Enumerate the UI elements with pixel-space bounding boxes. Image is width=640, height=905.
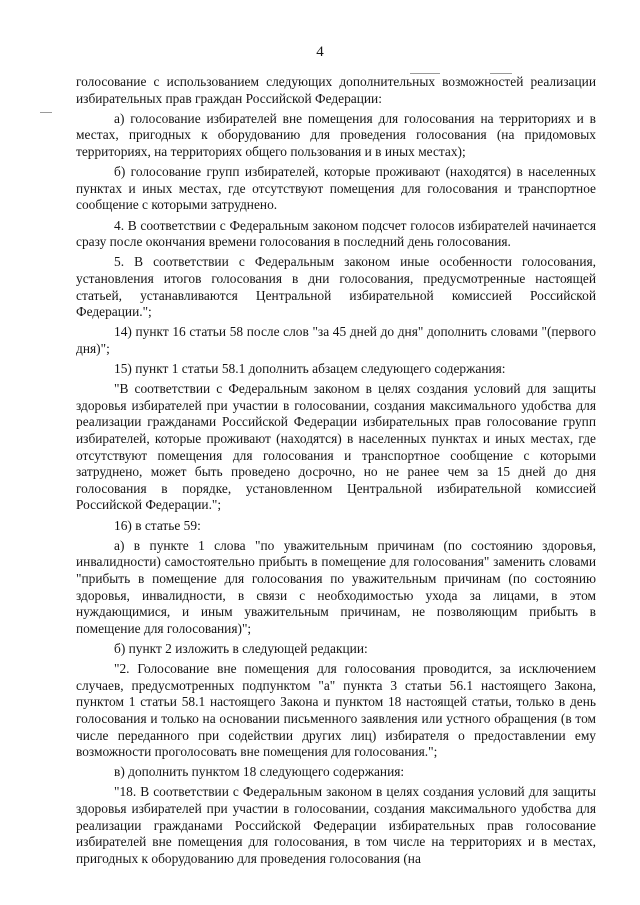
paragraph-16-item-v: в) дополнить пунктом 18 следующего содержания: (114, 764, 405, 780)
document-body (76, 74, 596, 871)
paragraph-point-4: 4. В соответствии с Федеральным законом подсчет голосов избирателей начинается сразу после окончания времени голосования в последний день голосования. (76, 217, 596, 250)
paragraph-amendment-16: 16) в статье 59: (114, 517, 201, 533)
paragraph-item-b: б) голосование групп избирателей, которые проживают (находятся) в населенных пунктах и иных местах, где отсутствуют помещения для голосования и транспортное сообщение с которыми затруднено. (76, 164, 596, 213)
paragraph-continuation: голосование с использованием следующих дополнительных возможностей реализации избирательных прав граждан Российской Федерации: (76, 74, 596, 106)
paragraph-quoted-point-2: "2. Голосование вне помещения для голосования проводится, за исключением случаев, предусмотренных подпунктом "а" пункта 3 статьи 56.1 настоящего Закона, пунктом 1 статьи 58.1 настоящего Закона и пунктом 18 настоящей статьи, только в день голосования и только на основании письменного заявления или устного обращения (в том числе переданного при содействии других лиц) избирателя о предоставлении ему возможности проголосовать вне помещения для голосования."; (76, 661, 596, 760)
paragraph-point-5: 5. В соответствии с Федеральным законом иные особенности голосования, установления итогов голосования в дни голосования, предусмотренные настоящей статьей, устанавливаются Центральной избирательной комиссией Российской Федерации."; (76, 254, 596, 320)
paragraph-amendment-14: 14) пункт 16 статьи 58 после слов "за 45 дней до дня" дополнить словами "(первого дня)"; (76, 324, 596, 356)
paragraph-quoted-point-18: "18. В соответствии с Федеральным законом в целях создания условий для защиты здоровья избирателей при участии в голосовании, создания максимального удобства для реализации гражданами Российской Федерации избирательных прав голосование избирателей вне помещения для голосования, в том числе на территориях и в местах, пригодных к оборудованию для проведения голосования (на (76, 784, 596, 866)
paragraph-amendment-15: 15) пункт 1 статьи 58.1 дополнить абзацем следующего содержания: (114, 361, 506, 377)
paragraph-16-item-b: б) пункт 2 изложить в следующей редакции: (114, 640, 368, 656)
scan-artifact (40, 112, 52, 113)
paragraph-16-item-a: а) в пункте 1 слова "по уважительным причинам (по состоянию здоровья, инвалидности) самостоятельно прибыть в помещение для голосования" заменить словами "прибыть в помещение для голосования по уважительным причинам (по состоянию здоровья, инвалидности, в связи с необходимостью ухода за лицами, в этом нуждающимися, и иным уважительным причинам, не позволяющим прибыть в помещение для голосования)"; (76, 537, 596, 636)
page-number: 4 (316, 44, 324, 60)
paragraph-item-a: а) голосование избирателей вне помещения для голосования на территориях и в местах, пригодных к оборудованию для проведения голосования (на придомовых территориях, на территориях общего пользования и в иных местах); (76, 110, 596, 159)
paragraph-quoted-58-1: "В соответствии с Федеральным законом в целях создания условий для защиты здоровья избирателей при участии в голосовании, создания максимального удобства для реализации гражданами Российской Федерации избирательных прав голосование групп избирателей, которые проживают (находятся) в населенных пунктах и иных местах, где отсутствуют помещения для голосования и транспортное сообщение с которыми затруднено, может быть проведено досрочно, но не ранее чем за 15 дней до дня голосования в порядке, установленном Центральной избирательной комиссией Российской Федерации."; (76, 381, 596, 513)
